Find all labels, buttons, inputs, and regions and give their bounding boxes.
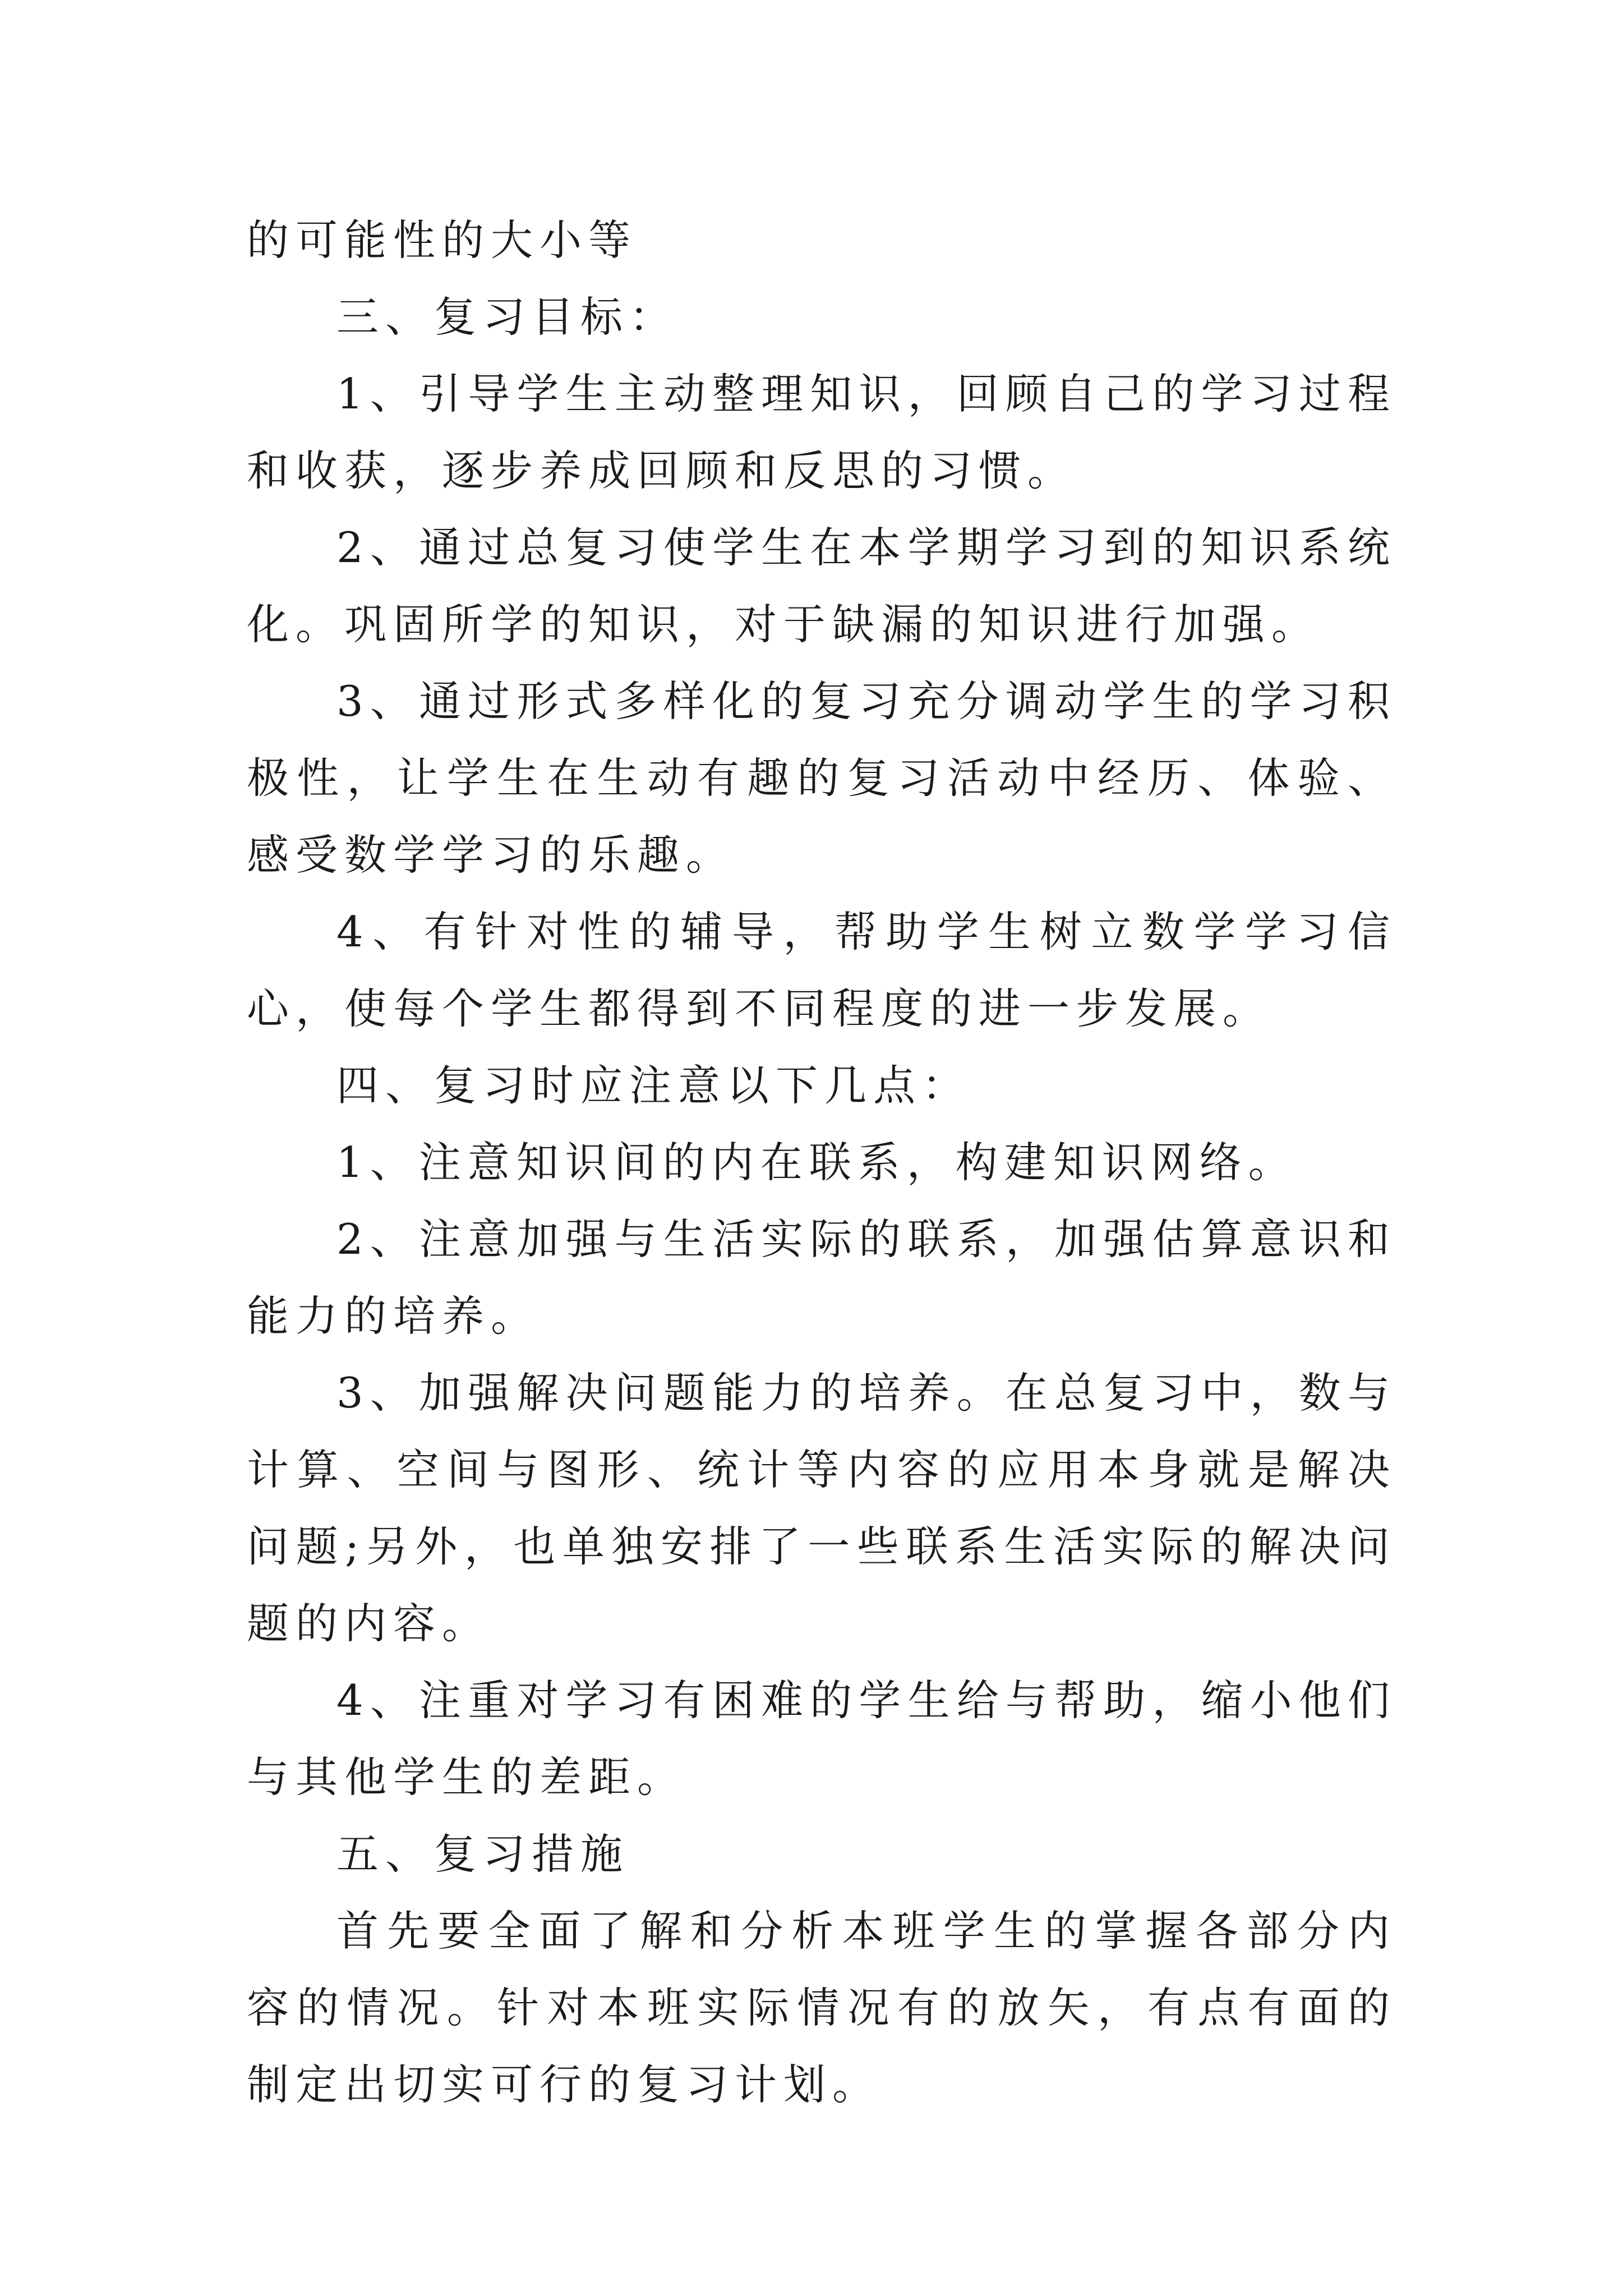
document-body	[247, 202, 1396, 2123]
paragraph-goal-2: 2、通过总复习使学生在本学期学习到的知识系统化。巩固所学的知识，对于缺漏的知识进行加强。	[247, 523, 1396, 649]
paragraph-goal-3: 3、通过形式多样化的复习充分调动学生的学习积极性，让学生在生动有趣的复习活动中经历、体验、感受数学学习的乐趣。	[247, 677, 1396, 880]
paragraph-goal-1: 1、引导学生主动整理知识，回顾自己的学习过程和收获，逐步养成回顾和反思的习惯。	[247, 369, 1396, 495]
paragraph-continuation: 的可能性的大小等	[247, 215, 638, 265]
paragraph-note-3: 3、加强解决问题能力的培养。在总复习中，数与计算、空间与图形、统计等内容的应用本身就是解决问题;另外，也单独安排了一些联系生活实际的解决问题的内容。	[247, 1368, 1396, 1648]
section-heading-review-goals: 三、复习目标：	[336, 292, 679, 342]
paragraph-note-4: 4、注重对学习有困难的学生给与帮助，缩小他们与其他学生的差距。	[247, 1676, 1396, 1802]
paragraph-note-2: 2、注意加强与生活实际的联系，加强估算意识和能力的培养。	[247, 1214, 1396, 1341]
section-heading-review-notes: 四、复习时应注意以下几点：	[336, 1061, 971, 1110]
paragraph-goal-4: 4、有针对性的辅导，帮助学生树立数学学习信心，使每个学生都得到不同程度的进一步发展。	[247, 907, 1396, 1033]
paragraph-measures: 首先要全面了解和分析本班学生的掌握各部分内容的情况。针对本班实际情况有的放矢，有点有面的制定出切实可行的复习计划。	[247, 1906, 1396, 2109]
paragraph-note-1: 1、注意知识间的内在联系，构建知识网络。	[336, 1138, 1297, 1187]
section-heading-review-measures: 五、复习措施	[336, 1829, 630, 1879]
